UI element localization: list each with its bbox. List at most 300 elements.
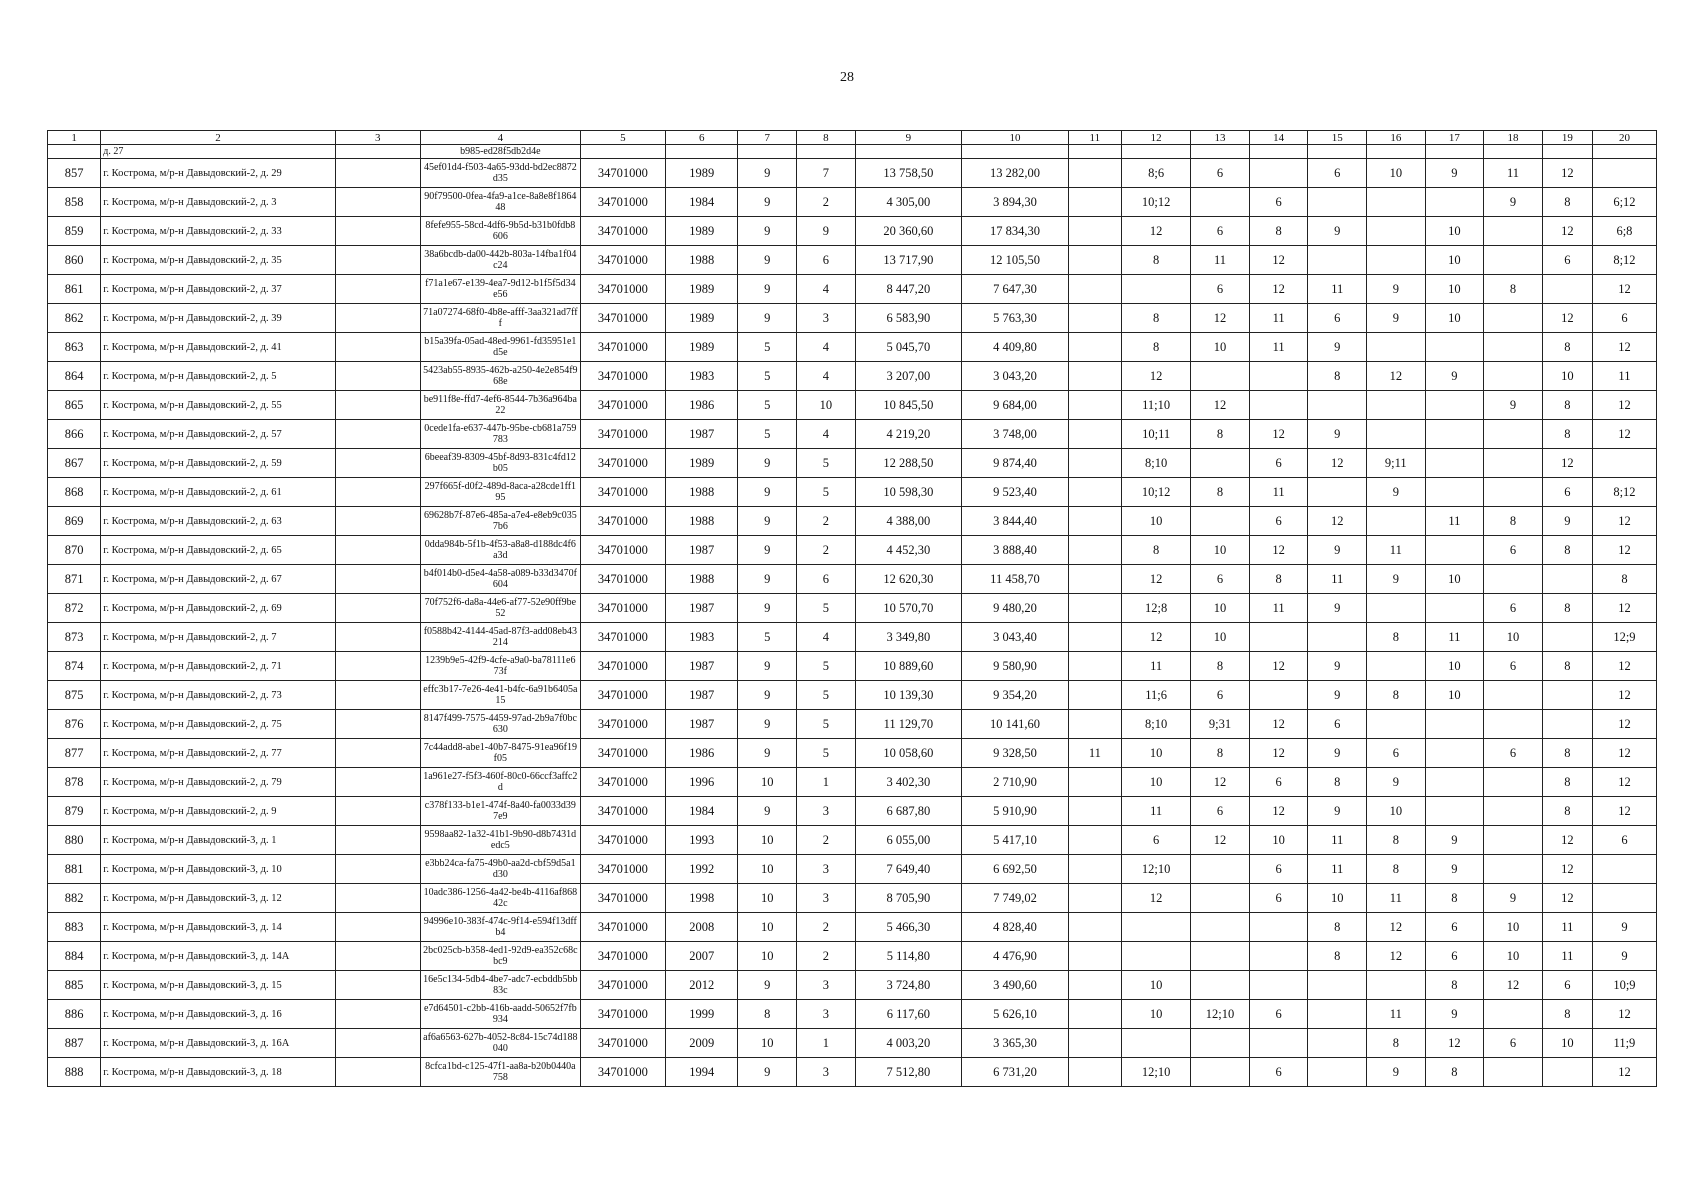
- cell-col17: [1425, 478, 1484, 507]
- cell-col3: [335, 884, 420, 913]
- cell-okato: 34701000: [580, 1000, 665, 1029]
- cell-col15: [1308, 391, 1367, 420]
- cell-col17: 10: [1425, 565, 1484, 594]
- cell-col18: 10: [1484, 942, 1543, 971]
- cell-col15: 9: [1308, 217, 1367, 246]
- cell-entrances: 9: [797, 217, 856, 246]
- cell-col19: 12: [1542, 159, 1592, 188]
- cell-guid: b15a39fa-05ad-48ed-9961-fd35951e1d5e: [420, 333, 580, 362]
- cell-entrances: 4: [797, 362, 856, 391]
- cell: [1425, 145, 1484, 159]
- cell-col14: 11: [1249, 333, 1308, 362]
- cell-total-area: 3 349,80: [855, 623, 962, 652]
- cell-col18: [1484, 246, 1543, 275]
- cell-col17: 8: [1425, 971, 1484, 1000]
- cell-total-area: 10 570,70: [855, 594, 962, 623]
- cell-living-area: 10 141,60: [962, 710, 1069, 739]
- cell-row-number: 873: [48, 623, 101, 652]
- cell-address: г. Кострома, м/р-н Давыдовский-2, д. 77: [101, 739, 335, 768]
- cell-total-area: 4 003,20: [855, 1029, 962, 1058]
- cell-col18: [1484, 826, 1543, 855]
- cell-col18: 6: [1484, 536, 1543, 565]
- cell-col17: 6: [1425, 913, 1484, 942]
- table-row: [48, 159, 1657, 188]
- cell-col13: 12: [1191, 304, 1250, 333]
- cell-col15: [1308, 623, 1367, 652]
- cell-year: 1989: [665, 333, 737, 362]
- table-row: [48, 362, 1657, 391]
- cell-guid: e3bb24ca-fa75-49b0-aa2d-cbf59d5a1d30: [420, 855, 580, 884]
- cell-col18: 10: [1484, 913, 1543, 942]
- cell-okato: 34701000: [580, 333, 665, 362]
- cell-col12: 10;12: [1121, 478, 1190, 507]
- cell-year: 2012: [665, 971, 737, 1000]
- cell-guid: b985-ed28f5db2d4e: [420, 145, 580, 159]
- cell-col12: 10: [1121, 507, 1190, 536]
- cell-col18: [1484, 1058, 1543, 1087]
- cell: [665, 145, 737, 159]
- cell-col16: [1367, 971, 1426, 1000]
- cell-col19: 8: [1542, 797, 1592, 826]
- cell-col17: [1425, 391, 1484, 420]
- cell-col12: 12: [1121, 362, 1190, 391]
- cell-col12: 11;6: [1121, 681, 1190, 710]
- cell-col3: [335, 420, 420, 449]
- cell-col3: [335, 942, 420, 971]
- cell-col20: 6;12: [1592, 188, 1656, 217]
- cell-address: г. Кострома, м/р-н Давыдовский-3, д. 1: [101, 826, 335, 855]
- cell-col3: [335, 681, 420, 710]
- cell-row-number: 887: [48, 1029, 101, 1058]
- cell-entrances: 3: [797, 971, 856, 1000]
- cell-col15: 11: [1308, 826, 1367, 855]
- cell-floors: 9: [738, 971, 797, 1000]
- cell-guid: 90f79500-0fea-4fa9-a1ce-8a8e8f186448: [420, 188, 580, 217]
- cell-year: 1986: [665, 739, 737, 768]
- cell-total-area: 7 512,80: [855, 1058, 962, 1087]
- cell-address: г. Кострома, м/р-н Давыдовский-3, д. 16А: [101, 1029, 335, 1058]
- cell-col14: 12: [1249, 797, 1308, 826]
- cell-floors: 5: [738, 362, 797, 391]
- cell-total-area: 5 045,70: [855, 333, 962, 362]
- cell-total-area: 13 717,90: [855, 246, 962, 275]
- cell-col13: 12: [1191, 768, 1250, 797]
- cell-address: г. Кострома, м/р-н Давыдовский-3, д. 16: [101, 1000, 335, 1029]
- cell-row-number: 882: [48, 884, 101, 913]
- cell-col13: [1191, 1058, 1250, 1087]
- cell-address: г. Кострома, м/р-н Давыдовский-2, д. 35: [101, 246, 335, 275]
- cell-row-number: 883: [48, 913, 101, 942]
- cell-year: 1988: [665, 246, 737, 275]
- cell-col19: [1542, 623, 1592, 652]
- table-row: [48, 420, 1657, 449]
- cell-col15: 6: [1308, 710, 1367, 739]
- cell-col20: 12: [1592, 536, 1656, 565]
- cell-col18: 6: [1484, 1029, 1543, 1058]
- cell-col11: [1068, 652, 1121, 681]
- cell-col14: [1249, 362, 1308, 391]
- cell-okato: 34701000: [580, 1058, 665, 1087]
- cell-col17: 10: [1425, 246, 1484, 275]
- cell-col11: [1068, 217, 1121, 246]
- cell-year: 1988: [665, 478, 737, 507]
- cell-col20: 11;9: [1592, 1029, 1656, 1058]
- cell-address: г. Кострома, м/р-н Давыдовский-2, д. 59: [101, 449, 335, 478]
- cell-col20: 12: [1592, 507, 1656, 536]
- cell-entrances: 5: [797, 739, 856, 768]
- registry-table: [47, 130, 1657, 1087]
- cell-year: 1988: [665, 565, 737, 594]
- cell-col17: [1425, 333, 1484, 362]
- cell-col12: 11: [1121, 652, 1190, 681]
- cell-total-area: 10 598,30: [855, 478, 962, 507]
- cell-col17: 9: [1425, 855, 1484, 884]
- cell-entrances: 2: [797, 188, 856, 217]
- cell-col16: [1367, 188, 1426, 217]
- cell-col20: 8;12: [1592, 478, 1656, 507]
- cell-okato: 34701000: [580, 217, 665, 246]
- cell-address: г. Кострома, м/р-н Давыдовский-2, д. 5: [101, 362, 335, 391]
- cell-floors: 9: [738, 565, 797, 594]
- column-header-10: 10: [962, 131, 1069, 145]
- cell-floors: 10: [738, 884, 797, 913]
- cell-col17: [1425, 536, 1484, 565]
- cell-col14: [1249, 913, 1308, 942]
- cell-row-number: 859: [48, 217, 101, 246]
- cell-col20: 12: [1592, 1000, 1656, 1029]
- cell-entrances: 2: [797, 942, 856, 971]
- cell-col17: 11: [1425, 507, 1484, 536]
- column-header-17: 17: [1425, 131, 1484, 145]
- cell-floors: 9: [738, 217, 797, 246]
- cell-col19: 8: [1542, 188, 1592, 217]
- cell-col11: [1068, 362, 1121, 391]
- cell-col20: 11: [1592, 362, 1656, 391]
- cell-col20: 12: [1592, 652, 1656, 681]
- cell-col17: [1425, 188, 1484, 217]
- cell-col15: 9: [1308, 681, 1367, 710]
- cell-living-area: 9 523,40: [962, 478, 1069, 507]
- cell-col12: 10: [1121, 971, 1190, 1000]
- cell-year: 1989: [665, 217, 737, 246]
- cell-guid: effc3b17-7e26-4e41-b4fc-6a91b6405a15: [420, 681, 580, 710]
- cell-okato: 34701000: [580, 536, 665, 565]
- cell-living-area: 3 888,40: [962, 536, 1069, 565]
- cell-col11: [1068, 1058, 1121, 1087]
- cell-col15: 8: [1308, 942, 1367, 971]
- cell-floors: 9: [738, 1058, 797, 1087]
- cell-total-area: 20 360,60: [855, 217, 962, 246]
- cell-living-area: 4 476,90: [962, 942, 1069, 971]
- cell-address: г. Кострома, м/р-н Давыдовский-3, д. 18: [101, 1058, 335, 1087]
- cell-col12: [1121, 913, 1190, 942]
- cell-col15: 9: [1308, 797, 1367, 826]
- cell-col16: 10: [1367, 159, 1426, 188]
- cell: [1249, 145, 1308, 159]
- cell-living-area: 4 828,40: [962, 913, 1069, 942]
- cell-living-area: 4 409,80: [962, 333, 1069, 362]
- cell-col3: [335, 275, 420, 304]
- cell-col16: 11: [1367, 1000, 1426, 1029]
- cell-col18: [1484, 797, 1543, 826]
- cell-address: г. Кострома, м/р-н Давыдовский-2, д. 39: [101, 304, 335, 333]
- cell-col19: 12: [1542, 304, 1592, 333]
- cell-entrances: 2: [797, 913, 856, 942]
- cell-col11: [1068, 594, 1121, 623]
- cell-col13: 12: [1191, 391, 1250, 420]
- cell-year: 1987: [665, 710, 737, 739]
- cell-address: г. Кострома, м/р-н Давыдовский-2, д. 73: [101, 681, 335, 710]
- cell-okato: 34701000: [580, 652, 665, 681]
- table-row: [48, 1029, 1657, 1058]
- cell-floors: 10: [738, 768, 797, 797]
- column-header-1: 1: [48, 131, 101, 145]
- cell-col11: [1068, 420, 1121, 449]
- cell-col17: 10: [1425, 275, 1484, 304]
- cell-year: 1994: [665, 1058, 737, 1087]
- cell: [1068, 145, 1121, 159]
- cell-col20: 8: [1592, 565, 1656, 594]
- cell-living-area: 9 328,50: [962, 739, 1069, 768]
- cell-entrances: 10: [797, 391, 856, 420]
- cell-col17: 12: [1425, 1029, 1484, 1058]
- cell-entrances: 3: [797, 797, 856, 826]
- cell-col12: 10;12: [1121, 188, 1190, 217]
- cell-col18: 8: [1484, 275, 1543, 304]
- cell-col14: 8: [1249, 565, 1308, 594]
- cell-floors: 9: [738, 275, 797, 304]
- cell-okato: 34701000: [580, 391, 665, 420]
- cell-col3: [335, 478, 420, 507]
- cell-col13: 12: [1191, 826, 1250, 855]
- cell-address: г. Кострома, м/р-н Давыдовский-2, д. 61: [101, 478, 335, 507]
- cell-col19: 8: [1542, 1000, 1592, 1029]
- cell-living-area: 6 731,20: [962, 1058, 1069, 1087]
- cell-okato: 34701000: [580, 710, 665, 739]
- cell-col13: 6: [1191, 275, 1250, 304]
- cell-total-area: 3 402,30: [855, 768, 962, 797]
- cell-col17: [1425, 449, 1484, 478]
- cell-col16: 8: [1367, 826, 1426, 855]
- cell-floors: 9: [738, 710, 797, 739]
- cell-col15: 9: [1308, 739, 1367, 768]
- cell-col17: [1425, 739, 1484, 768]
- cell-row-number: 870: [48, 536, 101, 565]
- cell-col13: [1191, 913, 1250, 942]
- cell-col13: 8: [1191, 739, 1250, 768]
- cell-col12: 12: [1121, 217, 1190, 246]
- cell-col14: 6: [1249, 1000, 1308, 1029]
- cell-col19: 8: [1542, 391, 1592, 420]
- cell-col19: 12: [1542, 217, 1592, 246]
- cell-col3: [335, 971, 420, 1000]
- cell-floors: 9: [738, 449, 797, 478]
- cell-year: 1987: [665, 420, 737, 449]
- table-row: [48, 710, 1657, 739]
- cell-col14: 6: [1249, 449, 1308, 478]
- cell-col14: 6: [1249, 188, 1308, 217]
- cell-col14: 6: [1249, 884, 1308, 913]
- cell-col13: [1191, 1029, 1250, 1058]
- cell-col16: [1367, 507, 1426, 536]
- cell-okato: 34701000: [580, 159, 665, 188]
- table-row: [48, 739, 1657, 768]
- cell-col15: 6: [1308, 159, 1367, 188]
- cell-col3: [335, 594, 420, 623]
- cell-okato: 34701000: [580, 565, 665, 594]
- cell-col13: 6: [1191, 217, 1250, 246]
- cell-col11: 11: [1068, 739, 1121, 768]
- cell-living-area: 17 834,30: [962, 217, 1069, 246]
- cell-row-number: 868: [48, 478, 101, 507]
- cell-entrances: 3: [797, 855, 856, 884]
- cell-total-area: 4 305,00: [855, 188, 962, 217]
- cell-col11: [1068, 304, 1121, 333]
- cell-col19: 12: [1542, 884, 1592, 913]
- cell-guid: 7c44add8-abe1-40b7-8475-91ea96f19f05: [420, 739, 580, 768]
- cell-address: г. Кострома, м/р-н Давыдовский-2, д. 41: [101, 333, 335, 362]
- cell-floors: 9: [738, 681, 797, 710]
- cell-address: г. Кострома, м/р-н Давыдовский-3, д. 10: [101, 855, 335, 884]
- cell-year: 1996: [665, 768, 737, 797]
- cell-address: г. Кострома, м/р-н Давыдовский-2, д. 33: [101, 217, 335, 246]
- cell-col16: [1367, 246, 1426, 275]
- cell-col19: 6: [1542, 478, 1592, 507]
- cell-col20: 9: [1592, 942, 1656, 971]
- cell-row-number: 884: [48, 942, 101, 971]
- table-row: [48, 623, 1657, 652]
- cell-floors: 9: [738, 188, 797, 217]
- cell-year: 2008: [665, 913, 737, 942]
- cell-floors: 5: [738, 391, 797, 420]
- cell-col19: 8: [1542, 333, 1592, 362]
- cell-row-number: 885: [48, 971, 101, 1000]
- cell-total-area: 10 889,60: [855, 652, 962, 681]
- cell-address: г. Кострома, м/р-н Давыдовский-2, д. 55: [101, 391, 335, 420]
- cell-guid: 297f665f-d0f2-489d-8aca-a28cde1ff195: [420, 478, 580, 507]
- cell-year: 1986: [665, 391, 737, 420]
- table-row: [48, 449, 1657, 478]
- cell-col16: [1367, 420, 1426, 449]
- cell-col14: [1249, 159, 1308, 188]
- table-row: [48, 1058, 1657, 1087]
- cell-col3: [335, 333, 420, 362]
- cell-col14: 12: [1249, 275, 1308, 304]
- cell-col20: 12: [1592, 739, 1656, 768]
- cell-col12: 12: [1121, 565, 1190, 594]
- cell-col14: [1249, 1029, 1308, 1058]
- cell-guid: 8cfca1bd-c125-47f1-aa8a-b20b0440a758: [420, 1058, 580, 1087]
- cell-guid: 8147f499-7575-4459-97ad-2b9a7f0bc630: [420, 710, 580, 739]
- cell: [1542, 145, 1592, 159]
- cell-guid: f71a1e67-e139-4ea7-9d12-b1f5f5d34e56: [420, 275, 580, 304]
- cell-col18: [1484, 304, 1543, 333]
- cell-row-number: 876: [48, 710, 101, 739]
- cell-col16: 9;11: [1367, 449, 1426, 478]
- cell-entrances: 3: [797, 884, 856, 913]
- cell: [1121, 145, 1190, 159]
- cell-okato: 34701000: [580, 739, 665, 768]
- cell-col18: [1484, 449, 1543, 478]
- column-header-6: 6: [665, 131, 737, 145]
- cell-col20: 12: [1592, 681, 1656, 710]
- cell-col11: [1068, 159, 1121, 188]
- cell-col12: [1121, 942, 1190, 971]
- cell-col14: 12: [1249, 739, 1308, 768]
- cell-col15: 9: [1308, 536, 1367, 565]
- cell-row-number: 866: [48, 420, 101, 449]
- column-header-12: 12: [1121, 131, 1190, 145]
- cell-col20: 12: [1592, 1058, 1656, 1087]
- cell-col13: 6: [1191, 159, 1250, 188]
- cell-col13: [1191, 188, 1250, 217]
- cell-col18: 9: [1484, 884, 1543, 913]
- cell-col13: [1191, 942, 1250, 971]
- column-header-11: 11: [1068, 131, 1121, 145]
- cell-col14: 12: [1249, 246, 1308, 275]
- cell-col20: 10;9: [1592, 971, 1656, 1000]
- cell-col20: 12: [1592, 797, 1656, 826]
- cell-floors: 5: [738, 623, 797, 652]
- cell-total-area: 3 724,80: [855, 971, 962, 1000]
- cell-floors: 10: [738, 1029, 797, 1058]
- cell-col11: [1068, 971, 1121, 1000]
- cell-entrances: 5: [797, 652, 856, 681]
- cell-guid: 1239b9e5-42f9-4cfe-a9a0-ba78111e673f: [420, 652, 580, 681]
- cell-col3: [335, 1000, 420, 1029]
- cell-guid: f0588b42-4144-45ad-87f3-add08eb43214: [420, 623, 580, 652]
- cell-total-area: 7 649,40: [855, 855, 962, 884]
- cell-year: 1983: [665, 362, 737, 391]
- table-row: [48, 478, 1657, 507]
- cell-col19: [1542, 681, 1592, 710]
- cell-col16: [1367, 391, 1426, 420]
- cell-col18: [1484, 768, 1543, 797]
- cell-okato: 34701000: [580, 594, 665, 623]
- cell-col18: [1484, 478, 1543, 507]
- cell-col3: [335, 565, 420, 594]
- cell-col19: 8: [1542, 652, 1592, 681]
- cell-living-area: 12 105,50: [962, 246, 1069, 275]
- table-row: [48, 855, 1657, 884]
- cell-row-number: 865: [48, 391, 101, 420]
- cell-col3: [335, 188, 420, 217]
- column-header-3: 3: [335, 131, 420, 145]
- cell-col3: [335, 710, 420, 739]
- cell-col16: 12: [1367, 942, 1426, 971]
- cell-okato: 34701000: [580, 420, 665, 449]
- cell-okato: 34701000: [580, 884, 665, 913]
- cell: [1191, 145, 1250, 159]
- cell-col14: 6: [1249, 768, 1308, 797]
- cell-col17: 9: [1425, 826, 1484, 855]
- cell-col15: 9: [1308, 594, 1367, 623]
- cell-address: г. Кострома, м/р-н Давыдовский-3, д. 12: [101, 884, 335, 913]
- cell-entrances: 5: [797, 478, 856, 507]
- cell-total-area: 4 219,20: [855, 420, 962, 449]
- cell-col3: [335, 362, 420, 391]
- table-row: [48, 246, 1657, 275]
- cell-year: 1983: [665, 623, 737, 652]
- cell-col16: 9: [1367, 565, 1426, 594]
- cell-col12: 10;11: [1121, 420, 1190, 449]
- column-header-4: 4: [420, 131, 580, 145]
- cell-col14: [1249, 623, 1308, 652]
- cell-col18: [1484, 420, 1543, 449]
- cell: [1367, 145, 1426, 159]
- cell-guid: c378f133-b1e1-474f-8a40-fa0033d397e9: [420, 797, 580, 826]
- cell-col19: 8: [1542, 739, 1592, 768]
